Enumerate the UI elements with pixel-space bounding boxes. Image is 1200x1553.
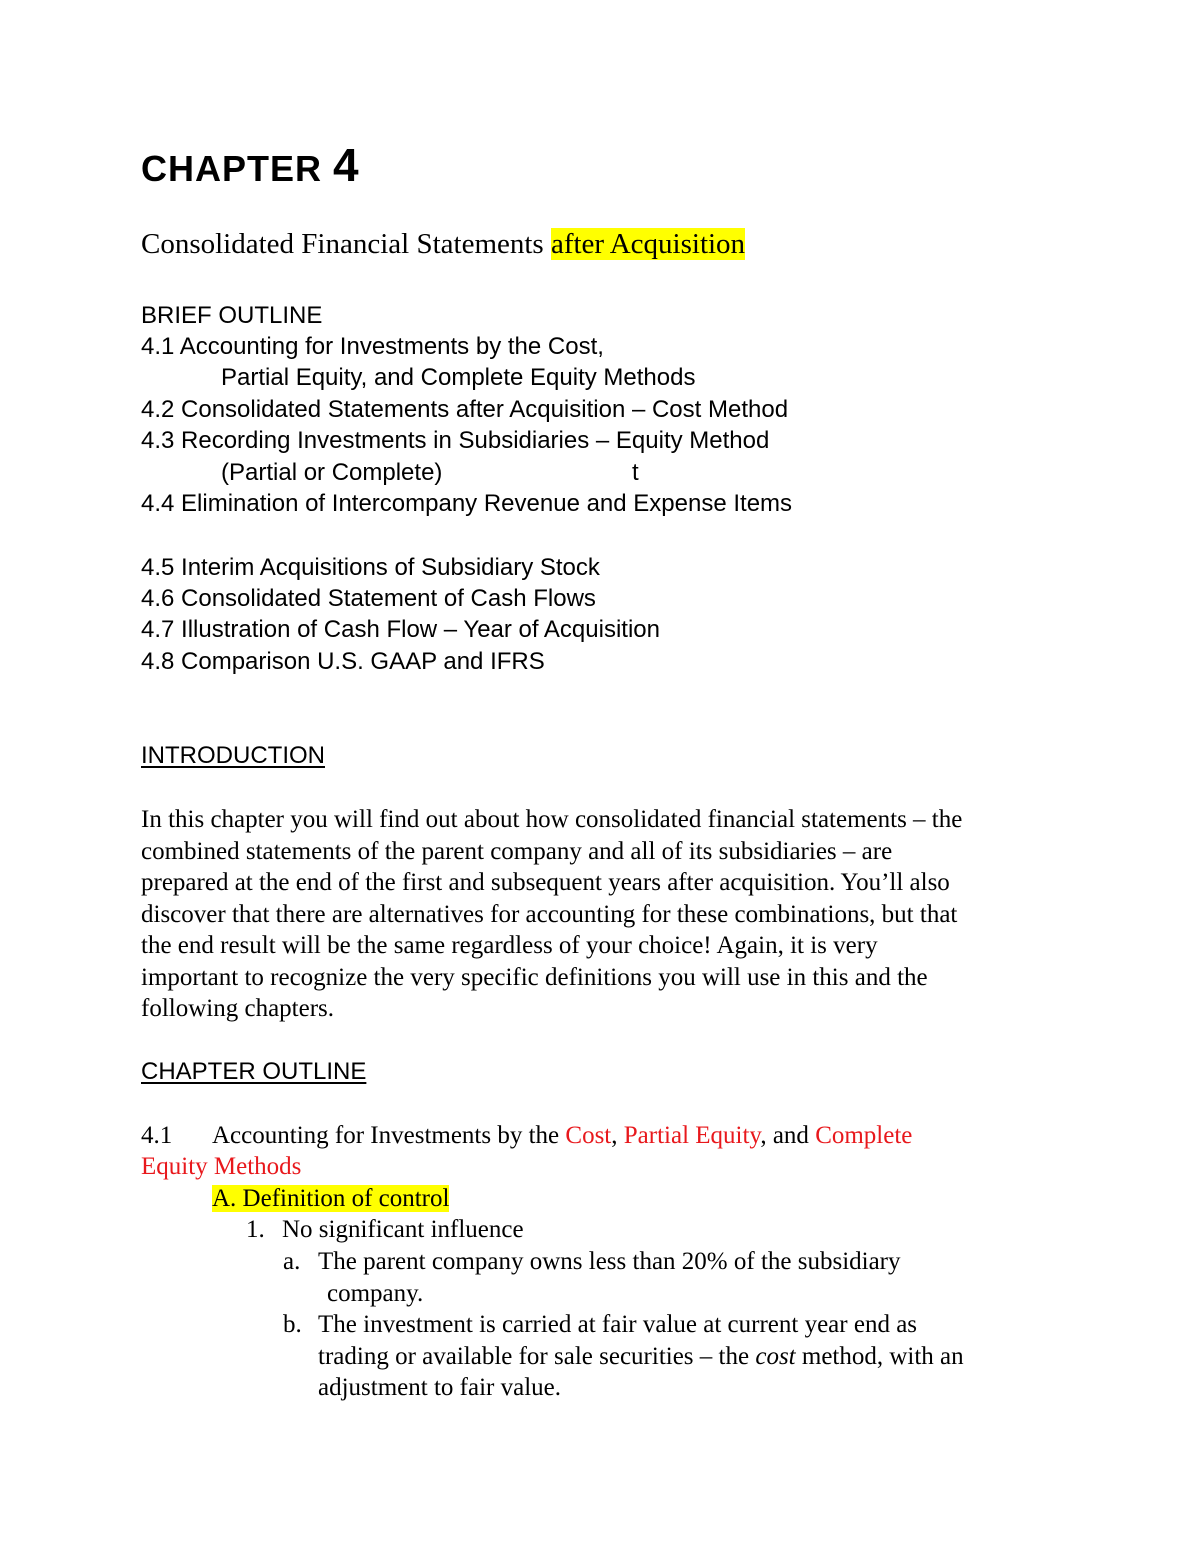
subtitle-highlight: after Acquisition: [550, 228, 746, 260]
item-1-text: No significant influence: [282, 1216, 524, 1243]
brief-outline-line: (Partial or Complete): [221, 459, 443, 486]
brief-outline-line: Partial Equity, and Complete Equity Methods: [221, 364, 696, 391]
section-title-part: , and: [760, 1122, 816, 1149]
intro-line: the end result will be the same regardless of your choice! Again, it is very: [141, 932, 878, 959]
chapter-number: 4: [333, 139, 360, 191]
section-title-part: ,: [611, 1122, 624, 1149]
brief-outline-line: 4.5 Interim Acquisitions of Subsidiary Stock: [141, 554, 600, 581]
intro-line: In this chapter you will find out about how consolidated financial statements – the: [141, 806, 963, 833]
chapter-subtitle: [141, 228, 745, 261]
definition-of-control: A. Definition of control: [212, 1185, 450, 1212]
item-b-text: The investment is carried at fair value at current year end as: [318, 1311, 918, 1338]
section-title: [212, 1122, 912, 1150]
item-b-text: [318, 1343, 964, 1371]
brief-outline-line: 4.7 Illustration of Cash Flow – Year of Acquisition: [141, 616, 660, 643]
chapter-title: [141, 138, 360, 192]
intro-line: following chapters.: [141, 995, 335, 1022]
section-title-cost: Cost: [565, 1122, 612, 1149]
section-title-partial-equity: Partial Equity: [623, 1122, 761, 1149]
introduction-heading: INTRODUCTION: [141, 742, 325, 769]
item-b-letter: b.: [283, 1311, 302, 1338]
item-a-definition: [212, 1185, 449, 1213]
intro-line: important to recognize the very specific definitions you will use in this and the: [141, 964, 928, 991]
intro-line: discover that there are alternatives for accounting for these combinations, but that: [141, 901, 958, 928]
section-title-complete: Complete: [815, 1122, 913, 1149]
intro-line: combined statements of the parent company and all of its subsidiaries – are: [141, 838, 893, 865]
brief-outline-line: 4.1 Accounting for Investments by the Cost,: [141, 333, 604, 360]
section-title-part: Accounting for Investments by the: [212, 1122, 566, 1149]
intro-line: prepared at the end of the first and subsequent years after acquisition. You’ll also: [141, 869, 950, 896]
brief-outline-line: 4.2 Consolidated Statements after Acquisition – Cost Method: [141, 396, 789, 423]
item-a-text: The parent company owns less than 20% of the subsidiary: [318, 1248, 901, 1275]
brief-outline-line: 4.4 Elimination of Intercompany Revenue and Expense Items: [141, 490, 793, 517]
item-b-part: trading or available for sale securities – the: [318, 1343, 756, 1370]
chapter-outline-heading: CHAPTER OUTLINE: [141, 1058, 367, 1085]
brief-outline-line: 4.6 Consolidated Statement of Cash Flows: [141, 585, 596, 612]
brief-outline-heading: BRIEF OUTLINE: [141, 302, 323, 329]
item-b-cost-italic: cost: [755, 1343, 796, 1370]
item-1-number: 1.: [246, 1216, 265, 1243]
item-a-text: company.: [327, 1280, 424, 1307]
item-b-part: method, with an: [795, 1343, 964, 1370]
subtitle-plain: Consolidated Financial Statements: [141, 228, 544, 260]
item-a-letter: a.: [283, 1248, 301, 1275]
item-b-text: adjustment to fair value.: [318, 1374, 561, 1401]
section-number: 4.1: [141, 1122, 173, 1149]
stray-character: t: [632, 459, 639, 486]
brief-outline-line: 4.8 Comparison U.S. GAAP and IFRS: [141, 648, 545, 675]
section-title-line2: Equity Methods: [141, 1153, 302, 1180]
chapter-word: CHAPTER: [141, 148, 323, 189]
brief-outline-line: 4.3 Recording Investments in Subsidiaries – Equity Method: [141, 427, 770, 454]
